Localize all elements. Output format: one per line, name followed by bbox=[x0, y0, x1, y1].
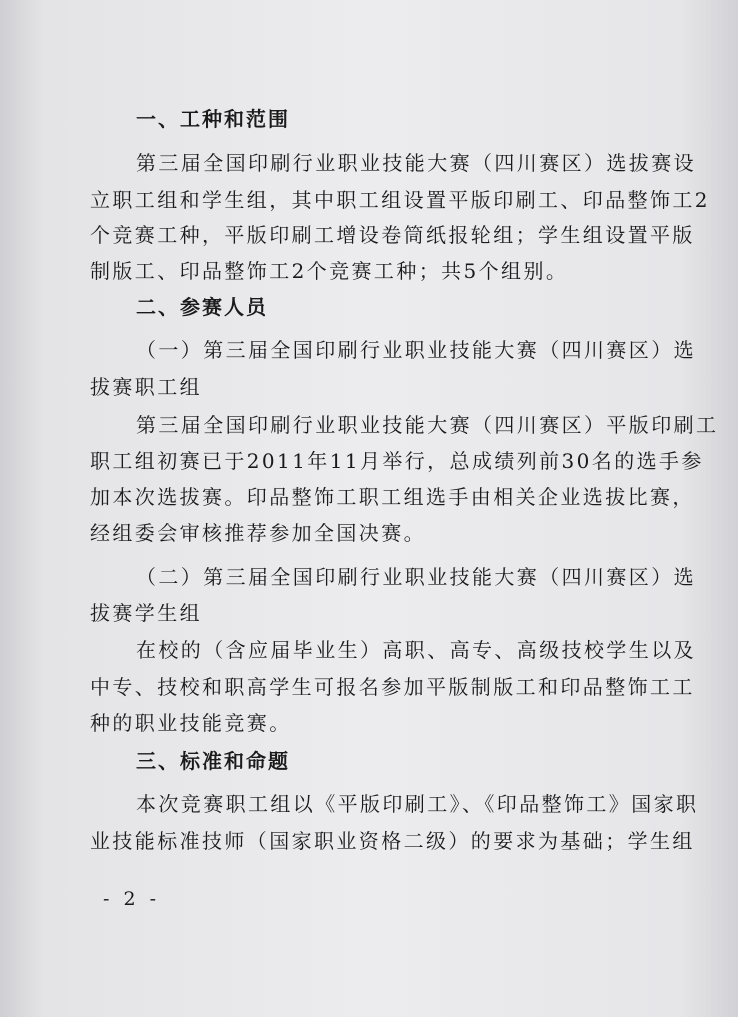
section-heading-3: 三、标准和命题 bbox=[136, 749, 290, 773]
page-number: - 2 - bbox=[103, 888, 161, 910]
text-line: 职工组初赛已于2011年11月举行，总成绩列前30名的选手参 bbox=[90, 449, 704, 473]
text-line: 种的职业技能竞赛。 bbox=[90, 711, 292, 735]
section-heading-1: 一、工种和范围 bbox=[136, 107, 290, 131]
subsection-heading: （一）第三届全国印刷行业职业技能大赛（四川赛区）选 bbox=[136, 338, 696, 362]
text-line: 个竞赛工种，平版印刷工增设卷筒纸报轮组；学生组设置平版 bbox=[90, 223, 695, 247]
subsection-heading: 拔赛职工组 bbox=[90, 375, 202, 399]
text-line: 业技能标准技师（国家职业资格二级）的要求为基础；学生组 bbox=[90, 829, 695, 853]
subsection-heading: 拔赛学生组 bbox=[90, 601, 202, 625]
text-line: 立职工组和学生组，其中职工组设置平版印刷工、印品整饰工2 bbox=[90, 188, 710, 212]
text-line: 本次竞赛职工组以《平版印刷工》、《印品整饰工》国家职 bbox=[136, 792, 699, 816]
text-line: 制版工、印品整饰工2个竞赛工种；共5个组别。 bbox=[90, 259, 569, 283]
text-line: 第三届全国印刷行业职业技能大赛（四川赛区）选拔赛设 bbox=[136, 151, 696, 175]
text-line: 中专、技校和职高学生可报名参加平版制版工和印品整饰工工 bbox=[90, 675, 695, 699]
text-line: 第三届全国印刷行业职业技能大赛（四川赛区）平版印刷工 bbox=[136, 413, 719, 437]
text-line: 加本次选拔赛。印品整饰工职工组选手由相关企业选拔比赛， bbox=[90, 485, 695, 509]
section-heading-2: 二、参赛人员 bbox=[136, 295, 268, 319]
subsection-heading: （二）第三届全国印刷行业职业技能大赛（四川赛区）选 bbox=[136, 565, 696, 589]
text-line: 在校的（含应届毕业生）高职、高专、高级技校学生以及 bbox=[136, 638, 696, 662]
text-line: 经组委会审核推荐参加全国决赛。 bbox=[90, 521, 426, 545]
